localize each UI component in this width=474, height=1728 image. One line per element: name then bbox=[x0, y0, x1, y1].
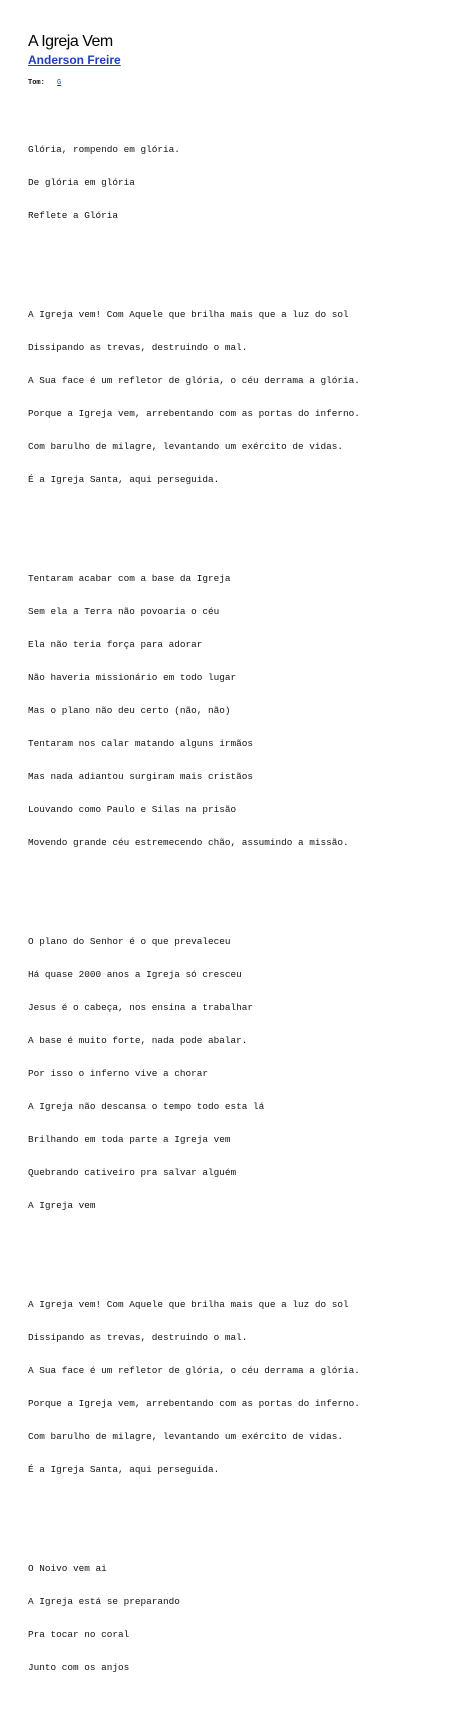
stanza-6 bbox=[28, 1541, 474, 1695]
lyric-line: Dissipando as trevas, destruindo o mal. bbox=[28, 342, 248, 353]
lyric-line: Movendo grande céu estremecendo chão, assumindo a missão. bbox=[28, 837, 349, 848]
lyric-line: Tentaram nos calar matando alguns irmãos bbox=[28, 738, 254, 749]
tone-label: Tom: bbox=[28, 79, 45, 87]
lyric-line: O plano do Senhor é o que prevaleceu bbox=[28, 936, 231, 947]
lyric-line: A Sua face é um refletor de glória, o céu derrama a glória. bbox=[28, 1365, 360, 1376]
lyric-line: A Igreja vem! Com Aquele que brilha mais que a luz do sol bbox=[28, 1299, 349, 1310]
lyric-line: A Igreja vem bbox=[28, 1200, 96, 1211]
stanza-4 bbox=[28, 914, 474, 1233]
lyric-line: Por isso o inferno vive a chorar bbox=[28, 1068, 209, 1079]
lyric-line: Não haveria missionário em todo lugar bbox=[28, 672, 237, 683]
lyric-line: Porque a Igreja vem, arrebentando com as portas do inferno. bbox=[28, 1398, 360, 1409]
lyric-line: Há quase 2000 anos a Igreja só cresceu bbox=[28, 969, 242, 980]
lyric-line: Quebrando cativeiro pra salvar alguém bbox=[28, 1167, 237, 1178]
lyric-line: Dissipando as trevas, destruindo o mal. bbox=[28, 1332, 248, 1343]
lyric-line: Junto com os anjos bbox=[28, 1662, 130, 1673]
lyric-line: Jesus é o cabeça, nos ensina a trabalhar bbox=[28, 1002, 254, 1013]
lyric-line: A Igreja está se preparando bbox=[28, 1596, 180, 1607]
stanza-3 bbox=[28, 551, 474, 870]
lyric-line: Tentaram acabar com a base da Igreja bbox=[28, 573, 231, 584]
lyric-line: A Igreja não descansa o tempo todo esta lá bbox=[28, 1101, 265, 1112]
lyric-line: Pra tocar no coral bbox=[28, 1629, 130, 1640]
lyric-line: Louvando como Paulo e Silas na prisão bbox=[28, 804, 237, 815]
lyric-line: Ela não teria força para adorar bbox=[28, 639, 203, 650]
lyric-line: Sem ela a Terra não povoaria o céu bbox=[28, 606, 220, 617]
lyric-line: Mas nada adiantou surgiram mais cristãos bbox=[28, 771, 254, 782]
artist-link[interactable]: Anderson Freire bbox=[28, 53, 121, 67]
lyric-line: Glória, rompendo em glória. bbox=[28, 144, 180, 155]
lyric-line: Com barulho de milagre, levantando um exército de vidas. bbox=[28, 441, 344, 452]
lyric-line: A base é muito forte, nada pode abalar. bbox=[28, 1035, 248, 1046]
lyric-line: Reflete a Glória bbox=[28, 210, 119, 221]
lyric-line: A Sua face é um refletor de glória, o céu derrama a glória. bbox=[28, 375, 360, 386]
stanza-1 bbox=[28, 122, 474, 243]
lyric-line: Mas o plano não deu certo (não, não) bbox=[28, 705, 231, 716]
lyric-line: É a Igreja Santa, aqui perseguida. bbox=[28, 474, 220, 485]
song-title: A Igreja Vem bbox=[28, 33, 113, 50]
tone-link[interactable]: G bbox=[57, 79, 62, 87]
lyric-line: Porque a Igreja vem, arrebentando com as portas do inferno. bbox=[28, 408, 360, 419]
stanza-2 bbox=[28, 287, 474, 507]
tone-row bbox=[28, 79, 474, 88]
lyric-line: De glória em glória bbox=[28, 177, 135, 188]
lyric-line: Brilhando em toda parte a Igreja vem bbox=[28, 1134, 231, 1145]
lyric-line: O Noivo vem ai bbox=[28, 1563, 107, 1574]
stanza-5 bbox=[28, 1277, 474, 1497]
lyric-line: Com barulho de milagre, levantando um exército de vidas. bbox=[28, 1431, 344, 1442]
lyric-line: A Igreja vem! Com Aquele que brilha mais que a luz do sol bbox=[28, 309, 349, 320]
lyric-line: É a Igreja Santa, aqui perseguida. bbox=[28, 1464, 220, 1475]
lyrics-body bbox=[28, 100, 474, 1728]
